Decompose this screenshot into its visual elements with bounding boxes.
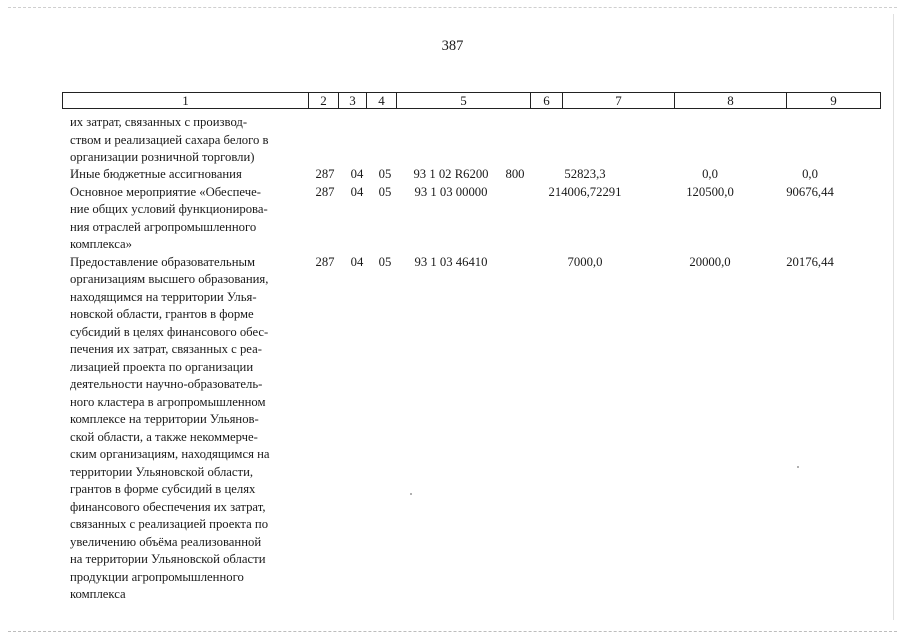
cell-expense-type: 800 [505,167,525,181]
cell-amount-col7: 7000,0 [567,254,603,269]
cell-amount-col7: 52823,3 [564,167,606,181]
cell-subsection-code: 05 [378,254,392,269]
description-line: на территории Ульяновской области [70,552,266,566]
scan-speck [797,466,799,468]
cell-amount-col8: 120500,0 [686,184,734,199]
cell-target-article: 93 1 02 R6200 [413,167,489,181]
description-line: комплексе на территории Ульянов- [70,412,259,426]
cell-section-code: 04 [350,254,364,269]
description-line: увеличению объёма реализованной [70,534,262,549]
scan-speck [410,493,412,495]
header-col-5: 5 [397,93,531,108]
description-line: Основное мероприятие «Обеспече- [70,184,261,199]
description-line: ским организациям, находящимся на [70,447,270,461]
row-description [70,184,304,254]
description-line: Иные бюджетные ассигнования [70,167,242,181]
page-number: 387 [441,38,464,54]
header-col-2: 2 [309,93,339,108]
description-line: организациям высшего образования, [70,272,269,286]
row-description [70,114,304,167]
header-col-8: 8 [675,93,787,108]
header-col-3: 3 [339,93,367,108]
description-line: печения их затрат, связанных с реа- [70,342,262,356]
description-line: ния отраслей агропромышленного [70,219,257,234]
description-line: финансового обеспечения их затрат, [70,499,266,514]
description-line: комплекса [70,587,126,601]
cell-section-code: 04 [350,167,364,181]
description-line: ние общих условий функционирова- [70,202,268,216]
cell-target-article: 93 1 03 00000 [414,184,488,199]
description-line: находящимся на территории Улья- [70,289,257,304]
cell-amount-col9: 90676,44 [786,184,834,199]
header-col-1: 1 [63,93,309,108]
cell-ministry-code: 287 [315,184,335,199]
description-line: комплекса» [70,237,133,251]
cell-subsection-code: 05 [378,167,392,181]
header-col-9: 9 [830,93,837,108]
cell-amount-col7: 214006,72291 [548,184,622,199]
cell-ministry-code: 287 [315,254,335,269]
description-line: субсидий в целях финансового обес- [70,324,269,339]
header-col-6: 6 [531,93,563,108]
description-line: деятельности научно-образователь- [70,377,263,391]
scan-edge-bottom [8,631,897,632]
description-line: ного кластера в агропромышленном [70,394,266,409]
description-line: ской области, а также некоммерче- [70,429,258,444]
cell-target-article: 93 1 03 46410 [414,254,488,269]
description-line: лизацией проекта по организации [70,359,254,374]
header-col-7: 7 [563,93,675,108]
row-description [70,166,304,184]
cell-amount-col8: 20000,0 [689,254,731,269]
row-description [70,254,304,604]
description-line: ством и реализацией сахара белого в [70,132,269,147]
scan-edge-right [893,14,894,620]
cell-subsection-code: 05 [378,184,392,199]
cell-amount-col9: 20176,44 [786,254,834,269]
table-header-row [62,92,881,109]
cell-ministry-code: 287 [315,167,335,181]
cell-amount-col8: 0,0 [702,167,718,181]
cell-section-code: 04 [350,184,364,199]
description-line: грантов в форме субсидий в целях [70,482,256,496]
description-line: Предоставление образовательным [70,254,256,269]
description-line: продукции агропромышленного [70,569,244,584]
description-line: новской области, грантов в форме [70,307,254,321]
description-line: связанных с реализацией проекта по [70,517,269,531]
scan-edge-top [8,7,897,8]
cell-amount-col9: 0,0 [802,167,818,181]
header-col-4: 4 [367,93,397,108]
description-line: территории Ульяновской области, [70,464,254,479]
description-line: организации розничной торговли) [70,150,255,164]
description-line: их затрат, связанных с производ- [70,115,248,129]
